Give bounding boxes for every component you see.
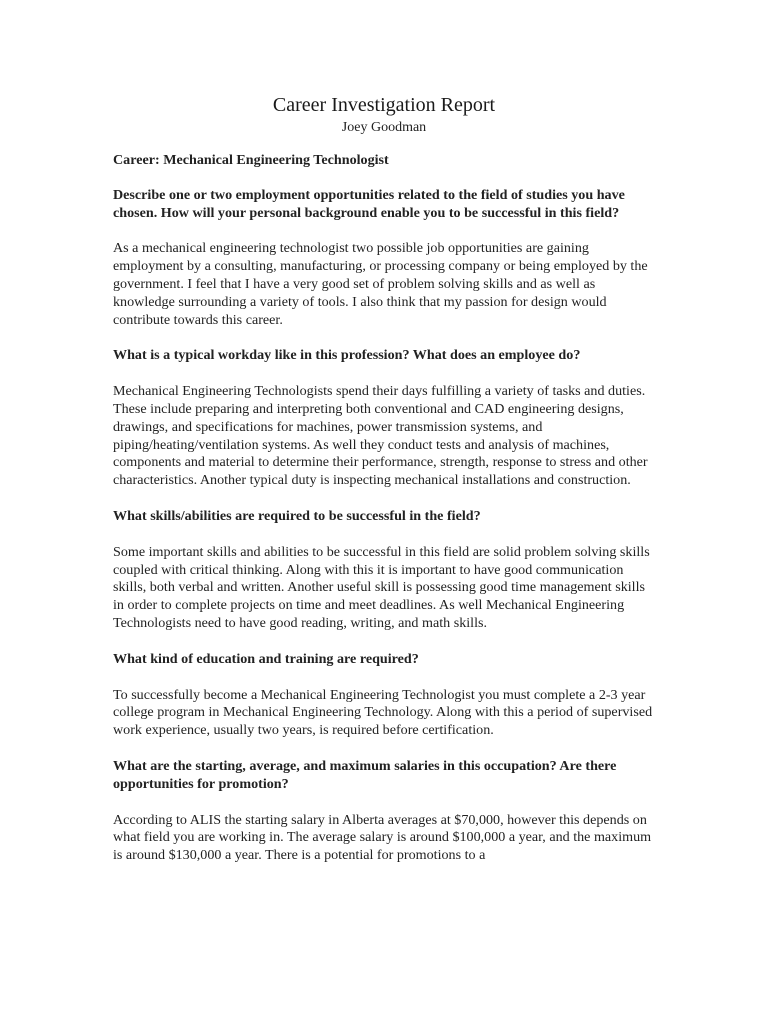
- document-title: Career Investigation Report: [272, 94, 496, 116]
- answer-paragraph: Mechanical Engineering Technologists spend their days fulfilling a variety of tasks and duties. These include preparing and interpreting both conventional and CAD engineering designs, drawings, and specifications for machines, power transmission systems, and piping/heating/ventilation systems. As well they conduct tests and analysis of machines, components and material to determine their performance, strength, response to stress and other characteristics. Another typical duty is inspecting mechanical installations and construction.: [113, 383, 648, 489]
- document-body: [113, 152, 658, 883]
- question-heading: What kind of education and training are required?: [113, 650, 419, 667]
- author-name: Joey Goodman: [341, 120, 427, 135]
- answer-paragraph: As a mechanical engineering technologist two possible job opportunities are gaining employment by a consulting, manufacturing, or processing company or being employed by the government. I feel that I have a very good set of problem solving skills and as well as knowledge surrounding a variety of tools. I also think that my passion for design would contribute towards this career.: [113, 240, 648, 328]
- answer-paragraph: To successfully become a Mechanical Engineering Technologist you must complete a 2-3 year college program in Mechanical Engineering Technology. Along with this a period of supervised work experience, usually two years, is required before certification.: [113, 686, 653, 739]
- answer-paragraph: According to ALIS the starting salary in Alberta averages at $70,000, however this depends on what field you are working in. The average salary is around $100,000 a year, and the maximum is around $130,000 a year. There is a potential for promotions to a: [113, 811, 652, 864]
- question-heading: Describe one or two employment opportunities related to the field of studies you have chosen. How will your personal background enable you to be successful in this field?: [113, 186, 625, 221]
- answer-paragraph: Some important skills and abilities to be successful in this field are solid problem solving skills coupled with critical thinking. Along with this it is important to have good communication skills, both verbal and written. Another useful skill is possessing good time management skills in order to complete projects on time and meet deadlines. As well Mechanical Engineering Technologists need to have good reading, writing, and math skills.: [113, 543, 650, 631]
- question-heading: What skills/abilities are required to be successful in the field?: [113, 507, 481, 524]
- career-line: Career: Mechanical Engineering Technologist: [113, 152, 389, 168]
- question-heading: What are the starting, average, and maximum salaries in this occupation? Are there opportunities for promotion?: [113, 757, 617, 792]
- question-heading: What is a typical workday like in this profession? What does an employee do?: [113, 347, 581, 364]
